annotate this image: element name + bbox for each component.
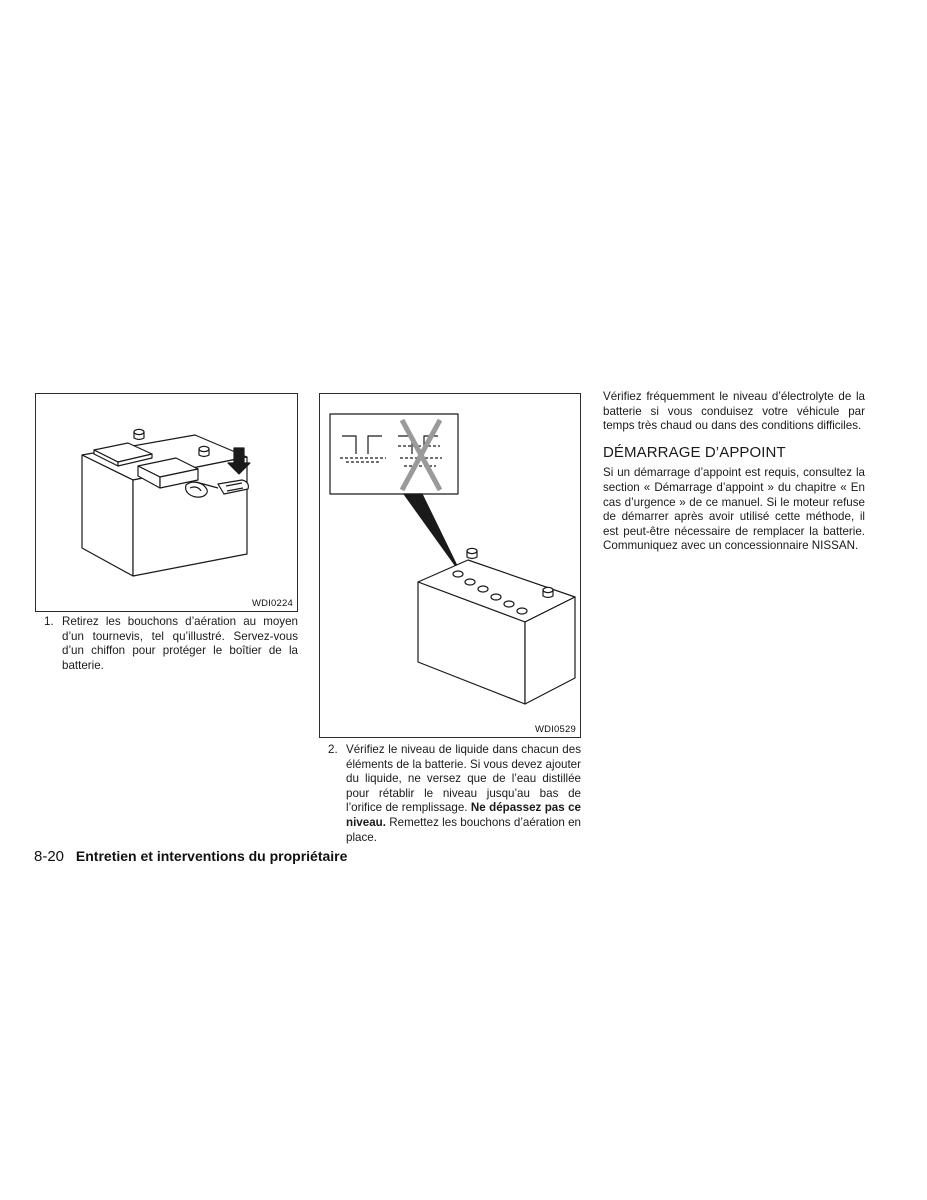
- step-number: 2.: [328, 743, 338, 756]
- step-number: 1.: [44, 615, 54, 628]
- chapter-title: Entretien et interventions du propriétaire: [75, 848, 348, 864]
- step-warning: Ne dépassez pas ce niveau.: [346, 801, 581, 829]
- step-text: [346, 743, 581, 845]
- page-number: 8-20: [34, 848, 65, 865]
- step-text: Retirez les bouchons d’aération au moyen d’un tournevis, tel qu’illustré. Servez-vous d’un chiffon pour protéger le boîtier de la batterie.: [62, 615, 298, 672]
- step-2: [328, 743, 581, 845]
- figure-battery-vent-caps: [35, 393, 298, 612]
- figure-code: WDI0529: [534, 724, 576, 735]
- intro-paragraph: Vérifiez fréquemment le niveau d’électrolyte de la batterie si vous conduisez votre véhicule par temps très chaud ou dans des conditions difficiles.: [603, 390, 865, 433]
- section-heading: DÉMARRAGE D’APPOINT: [603, 443, 786, 461]
- battery-screwdriver-illustration: [36, 394, 297, 611]
- figure-electrolyte-level: [319, 393, 581, 738]
- section-body: Si un démarrage d’appoint est requis, consultez la section « Démarrage d’appoint » du chapitre « En cas d’urgence » de ce manuel. Si le moteur refuse de démarrer après avoir utilisé cette méthode, il est peut-être nécessaire de remplacer la batterie. Communiquez avec un concessionnaire NISSAN.: [603, 466, 865, 553]
- step-1: [44, 615, 298, 673]
- right-column: [603, 390, 865, 554]
- page-footer: [34, 848, 347, 865]
- step-text-part: Vérifiez le niveau de liquide dans chacun des éléments de la batterie. Si vous devez ajouter du liquide, ne versez que de l’eau distillée pour rétablir le niveau jusqu’au bas de l’orifice de remplissage.: [346, 743, 581, 815]
- figure-code: WDI0224: [251, 598, 293, 609]
- step-text-part: Remettez les bouchons d’aération en place.: [346, 815, 581, 844]
- battery-electrolyte-level-illustration: [320, 394, 580, 737]
